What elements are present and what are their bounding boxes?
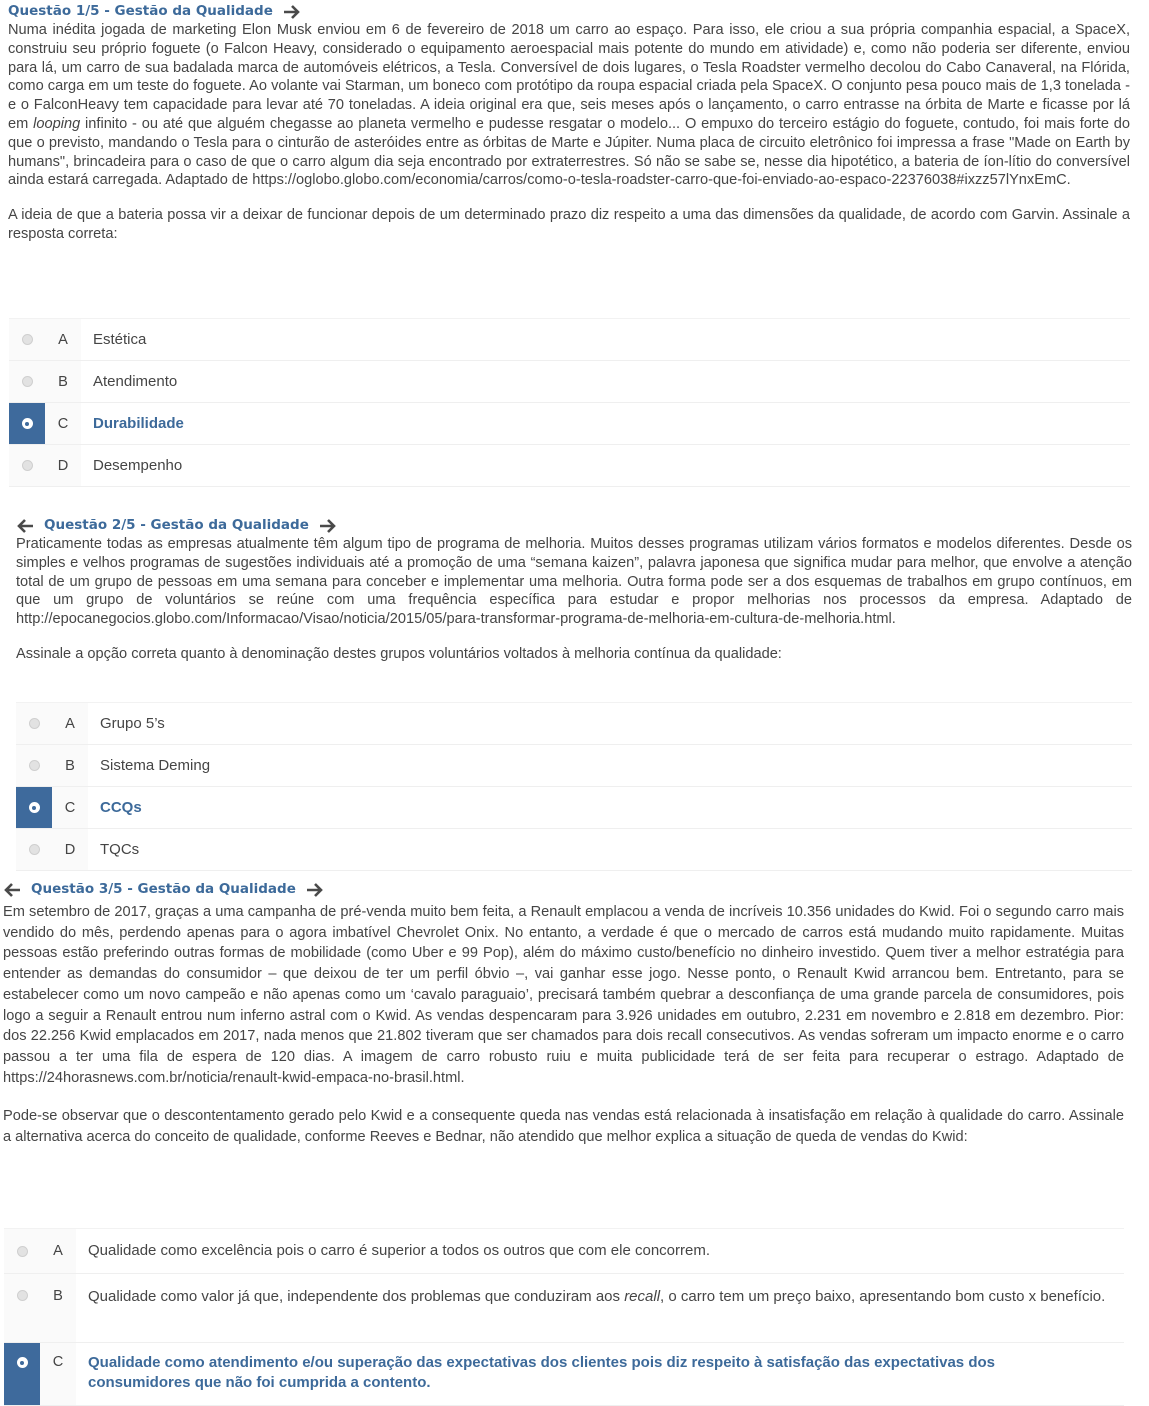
question-3-text: Em setembro de 2017, graças a uma campanha de pré-venda muito bem feita, a Renault emplacou a venda de incríveis 10.356 unidades do Kwid. Foi o segundo carro mais vendido do mês, perdendo apenas para o agora imbatível Chevrolet Onix. No entanto, a verdade é que o mercado de carros está mudando muito rapidamente. Muitas pessoas estão preferindo outras formas de mobilidade (como Uber e 99 Pop), além do máximo custo/benefício no dinheiro investido. Quem tiver a melhor estratégia para entender as demandas do consumidor – que deixou de ter um perfil óbvio –, vai ganhar esse jogo. Nesse ponto, o Renault Kwid arrancou bem. Entretanto, para se estabelecer como um novo campeão e não apenas como um ‘cavalo paraguaio’, precisará também quebrar a desconfiança de uma grande parcela de consumidores, pois logo a seguir a Renault entrou num inferno astral com o Kwid. As vendas despencaram para 3.926 unidades em outubro, 2.231 em novembro e 2.818 em dezembro. Pior: dos 22.256 Kwid emplacados em 2017, nada menos que 21.802 tiveram que ser chamados para dois recall consecutivos. As vendas sofreram um impacto enorme e o carro passou a ter uma fila de espera de 120 dias. A imagem de carro robusto ruiu e muita publicidade terá de ser feita para recuperar o estrago. Adaptado de https://24horasnews.com.br/noticia/renault-kwid-empaca-no-brasil.html.	[3, 904, 1124, 1086]
option-a[interactable]: A Grupo 5’s	[16, 703, 1132, 745]
option-d[interactable]: D TQCs	[16, 829, 1132, 871]
question-3-options	[4, 1228, 1124, 1406]
radio-icon[interactable]	[22, 334, 33, 345]
option-text: Sistema Deming	[88, 745, 1132, 786]
radio-selected-icon[interactable]	[29, 802, 40, 813]
next-arrow-icon[interactable]	[283, 5, 301, 19]
option-c-selected[interactable]: C Durabilidade	[9, 403, 1130, 445]
next-arrow-icon[interactable]	[319, 519, 337, 533]
question-2-header	[16, 516, 1132, 535]
radio-icon[interactable]	[22, 376, 33, 387]
radio-icon[interactable]	[17, 1290, 28, 1301]
option-text: Grupo 5’s	[88, 703, 1132, 744]
question-1-prompt: A ideia de que a bateria possa vir a deixar de funcionar depois de um determinado prazo diz respeito a uma das dimensões da qualidade, de acordo com Garvin. Assinale a resposta correta:	[8, 207, 1130, 242]
radio-selected-icon[interactable]	[22, 418, 33, 429]
option-text: Estética	[81, 319, 1130, 360]
radio-selected-icon[interactable]	[17, 1357, 28, 1368]
option-b[interactable]: B Sistema Deming	[16, 745, 1132, 787]
radio-icon[interactable]	[29, 760, 40, 771]
radio-icon[interactable]	[29, 844, 40, 855]
question-2-prompt: Assinale a opção correta quanto à denominação destes grupos voluntários voltados à melhoria contínua da qualidade:	[16, 645, 782, 662]
option-a[interactable]: A Estética	[9, 319, 1130, 361]
option-text: Desempenho	[81, 445, 1130, 486]
option-text: Durabilidade	[81, 403, 1130, 444]
option-text: Qualidade como atendimento e/ou superação das expectativas dos clientes pois diz respeito à satisfação das expectativas dos consumidores que não foi cumprida a contento.	[76, 1343, 1124, 1405]
option-text: CCQs	[88, 787, 1132, 828]
previous-arrow-icon[interactable]	[16, 519, 34, 533]
question-1-options	[9, 318, 1130, 487]
option-text: Atendimento	[81, 361, 1130, 402]
question-2-title: Questão 2/5 - Gestão da Qualidade	[44, 517, 309, 533]
question-2	[16, 516, 1132, 664]
question-2-text: Praticamente todas as empresas atualmente têm algum tipo de programa de melhoria. Muitos desses programas utilizam vários formatos e modelos diferentes. Desde os simples e velhos programas de sugestões individuais até a promoção de uma “semana kaizen”, palavra japonesa que significa mudar para melhor, que envolve a atenção total de um grupo de pessoas em uma semana para conceber e implementar uma melhoria. Outra forma pode ser a dos esquemas de trabalhos em grupo contínuos, em que um grupo de voluntários se reúne com uma frequência específica para estudar e propor melhorias nos processos da empresa. Adaptado de http://epocanegocios.globo.com/Informacao/Visao/noticia/2015/05/para-transformar-programa-de-melhoria-em-cultura-de-melhoria.html.	[16, 536, 1132, 628]
option-c-selected[interactable]: C CCQs	[16, 787, 1132, 829]
question-1-text: Numa inédita jogada de marketing Elon Musk enviou em 6 de fevereiro de 2018 um carro ao espaço. Para isso, ele criou a sua própria companhia espacial, a SpaceX, construiu seu próprio foguete (o Falcon Heavy, considerado o equipamento aeroespacial mais potente do mundo em atividade) e, como não poderia ser diferente, enviou para lá, um carro de sua badalada marca de automóveis elétricos, a Tesla. Conversível de dois lugares, o Tesla Roadster vermelho decolou do Cabo Canaveral, na Flórida, como carga em um teste do foguete. Ao volante vai Starman, um boneco com protótipo da roupa espacial criada pela SpaceX. O conjunto pesa pouco mais de 1,3 tonelada - e o FalconHeavy tem capacidade para levar até 70 toneladas. A ideia original era que, seis meses após o lançamento, o carro entrasse na órbita de Marte e ficasse por lá em looping infinito - ou até que alguém chegasse ao planeta vermelho e pudesse resgatar o modelo... O empuxo do terceiro estágio do foguete, contudo, foi mais forte do que o previsto, mandando o Tesla para o cinturão de asteróides entre as órbitas de Marte e Júpiter. Numa placa de circuito eletrônico foi impressa a frase "Made on Earth by humans", brincadeira para o caso de que o carro algum dia seja encontrado por extraterrestres. Só não se sabe se, nesse dia hipotético, a bateria de íon-lítio do conversível ainda estará carregada. Adaptado de https://oglobo.globo.com/economia/carros/como-o-tesla-roadster-carro-que-foi-enviado-ao-espaco-22376038#ixzz57lYnxEmC.	[8, 22, 1131, 189]
option-b[interactable]: B Atendimento	[9, 361, 1130, 403]
radio-icon[interactable]	[22, 460, 33, 471]
next-arrow-icon[interactable]	[306, 883, 324, 897]
previous-arrow-icon[interactable]	[3, 883, 21, 897]
option-text: Qualidade como excelência pois o carro é superior a todos os outros que com ele concorrem.	[76, 1229, 1124, 1273]
question-1-header	[8, 2, 1130, 21]
question-1	[8, 2, 1130, 244]
question-3-header	[3, 880, 1124, 899]
question-3-prompt: Pode-se observar que o descontentamento gerado pelo Kwid e a consequente queda nas vendas está relacionada à insatisfação em relação à qualidade do carro. Assinale a alternativa acerca do conceito de qualidade, conforme Reeves e Bednar, não atendido que melhor explica a situação de queda de vendas do Kwid:	[3, 1108, 1124, 1146]
radio-icon[interactable]	[29, 718, 40, 729]
question-2-options	[16, 702, 1132, 871]
option-a[interactable]: A Qualidade como excelência pois o carro é superior a todos os outros que com ele concorrem.	[4, 1229, 1124, 1274]
option-d[interactable]: D Desempenho	[9, 445, 1130, 487]
option-text: Qualidade como valor já que, independente dos problemas que conduziram aos recall, o carro tem um preço baixo, apresentando bom custo x benefício.	[76, 1274, 1124, 1342]
option-text: TQCs	[88, 829, 1132, 870]
question-3	[3, 880, 1124, 1148]
option-c-selected[interactable]: C Qualidade como atendimento e/ou superação das expectativas dos clientes pois diz respeito à satisfação das expectativas dos consumidores que não foi cumprida a contento.	[4, 1343, 1124, 1406]
question-1-title: Questão 1/5 - Gestão da Qualidade	[8, 3, 273, 19]
question-3-title: Questão 3/5 - Gestão da Qualidade	[31, 881, 296, 897]
radio-icon[interactable]	[17, 1246, 28, 1257]
option-b[interactable]: B Qualidade como valor já que, independente dos problemas que conduziram aos recall, o carro tem um preço baixo, apresentando bom custo x benefício.	[4, 1274, 1124, 1343]
